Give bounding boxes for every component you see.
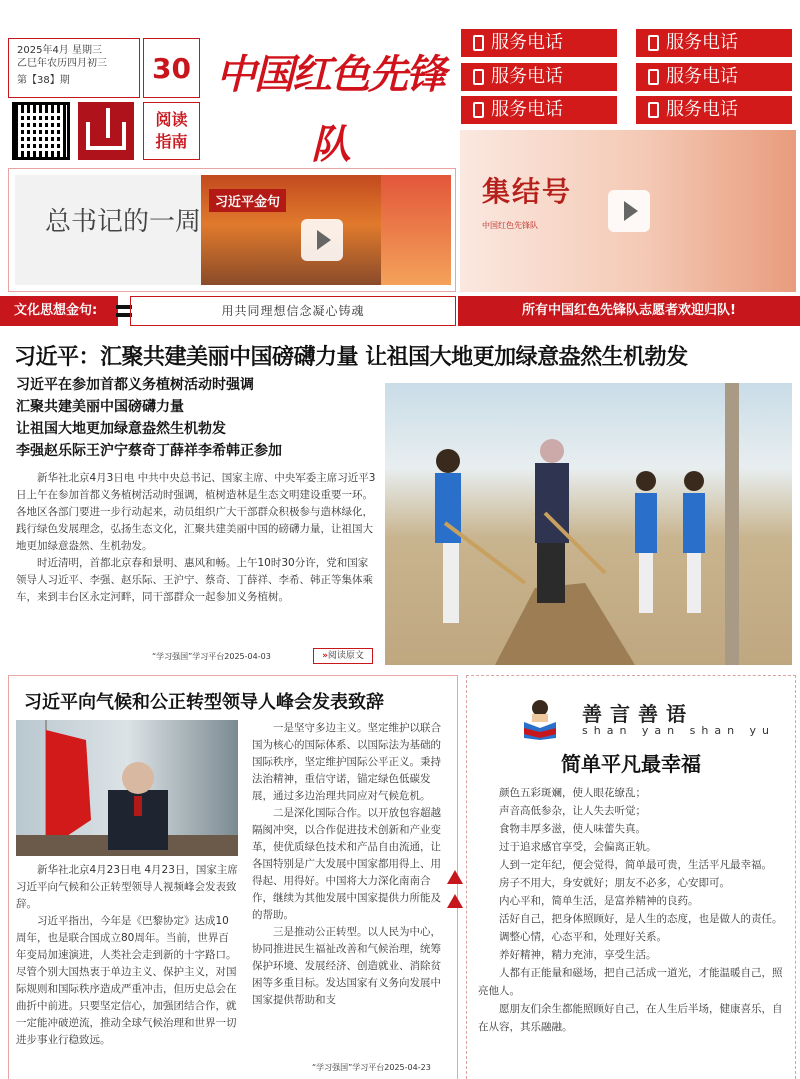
text-line: 声音高低参杂，让人失去听觉； (499, 805, 646, 817)
read-guide-label-1: 阅读 (155, 110, 188, 129)
text-line: 人都有正能量和磁场，把自己活成一道光，才能温暖自己，照亮他人。 (478, 967, 783, 997)
text-line: 过于追求感官享受，会偏离正轨。 (499, 841, 657, 853)
week-title: 总书记的一周 (45, 207, 202, 237)
service-label: 服务电话 (491, 66, 563, 87)
text-line: 养好精神，精力充沛，享受生活。 (499, 949, 657, 961)
article1-subheads (16, 374, 376, 462)
article2-headline[interactable]: 习近平向气候和公正转型领导人峰会发表致辞 (24, 692, 384, 713)
phone-icon (473, 102, 484, 118)
section-pinyin: shan yan shan yu (582, 724, 776, 737)
subhead: 让祖国大地更加绿意盎然生机勃发 (16, 421, 226, 437)
text-line: 内心平和，简单生活，是富养精神的良药。 (499, 895, 699, 907)
assembly-subtitle: 中国红色先锋队 (482, 221, 538, 230)
date-box (8, 38, 140, 98)
golden-quote-title: 习近平金句 (209, 189, 286, 212)
subhead: 李强赵乐际王沪宁蔡奇丁薛祥李希韩正参加 (16, 443, 282, 459)
assembly-video[interactable] (460, 130, 796, 292)
paragraph: 习近平指出，今年是《巴黎协定》达成10周年，也是联合国成立80周年。当前，世界百年变局加速演进，人类社会走到新的十字路口。尽管个别大国热衷于单边主义、保护主义，对国际规则和国际秩序造成严重冲击，但历史总会在曲折中前进。只要坚定信心，加强团结合作，就一定能冲破逆流，推动全球气候治理和世界一切进步事业行稳致远。 (16, 915, 237, 1046)
quote-text: 用共同理想信念凝心铸魂 (130, 296, 456, 326)
service-label: 服务电话 (491, 32, 563, 53)
subhead: 习近平在参加首都义务植树活动时强调 (16, 377, 254, 393)
quote-bar (0, 296, 800, 326)
summit-illustration (16, 720, 238, 856)
text-line: 活好自己，把身体照顾好，是人生的态度，也是做人的责任。 (499, 913, 783, 925)
date-line: 2025年4月 星期三 (17, 45, 102, 56)
service-phone-button[interactable] (461, 63, 617, 91)
article3-body (478, 784, 784, 1036)
welcome-banner: 所有中国红色先锋队志愿者欢迎归队! (458, 296, 800, 326)
phone-icon (473, 35, 484, 51)
service-label: 服务电话 (666, 32, 738, 53)
paragraph: 一是坚守多边主义。坚定维护以联合国为核心的国际体系、以国际法为基础的国际秩序，坚定维护国际公平正义。秉持法治精神，重信守诺，锚定绿色低碳发展，通过多边治理共同应对气候危机。 (252, 722, 441, 802)
service-phone-button[interactable] (461, 96, 617, 124)
read-guide-button[interactable] (143, 102, 200, 160)
text-line: 食物丰厚多滋，使人味蕾失真。 (499, 823, 646, 835)
assembly-title: 集结号 (482, 175, 573, 208)
scroll-up-icon[interactable] (447, 894, 463, 908)
article1-source: “学习强国”学习平台2025-04-03 (152, 652, 271, 661)
phone-icon (648, 69, 659, 85)
service-phone-button[interactable] (636, 63, 792, 91)
reader-icon (520, 698, 560, 740)
scroll-up-icon[interactable] (447, 870, 463, 884)
phone-icon (648, 35, 659, 51)
golden-quote-thumbnail[interactable] (201, 175, 381, 285)
tree-planting-photo (385, 383, 792, 665)
logo-text: 中国红色先锋队 (216, 51, 444, 168)
lunar-line: 乙巳年农历四月初三 (17, 58, 107, 69)
tree-planting-illustration (385, 383, 792, 665)
read-original-button[interactable] (313, 648, 373, 664)
summit-photo (16, 720, 238, 856)
play-icon[interactable] (301, 219, 343, 261)
article2-source: “学习强国”学习平台2025-04-23 (312, 1063, 431, 1072)
section-title: 善言善语 (582, 702, 694, 726)
article3-headline[interactable]: 简单平凡最幸福 (561, 752, 701, 776)
text-line: 人到一定年纪，便会觉得，简单最可贵，生活平凡最幸福。 (499, 859, 772, 871)
text-line: 愿朋友们余生都能照顾好自己，在人生后半场，健康喜乐，自在从容，其乐融融。 (478, 1003, 783, 1033)
paragraph: 新华社北京4月23日电 4月23日，国家主席习近平向气候和公正转型领导人视频峰会发表致辞。 (16, 864, 238, 910)
paragraph: 时近清明，首都北京春和景明、惠风和畅。上午10时30分许，党和国家领导人习近平、李强、赵乐际、王沪宁、蔡奇、丁薛祥、李希、韩正等集体乘车，来到丰台区永定河畔，同干部群众一起参加义务植树。 (16, 557, 373, 603)
subhead: 汇聚共建美丽中国磅礴力量 (16, 399, 184, 415)
phone-icon (648, 102, 659, 118)
text-line: 调整心情，心态平和，处理好关系。 (499, 931, 667, 943)
reader-illustration (520, 698, 560, 740)
book-icon[interactable] (78, 102, 134, 160)
play-icon[interactable] (608, 190, 650, 232)
issue-number: 第【38】期 (17, 75, 70, 86)
day-number: 30 (143, 38, 200, 98)
service-phone-button[interactable] (636, 96, 792, 124)
article1-headline[interactable]: 习近平：汇聚共建美丽中国磅礴力量 让祖国大地更加绿意盎然生机勃发 (14, 345, 688, 370)
paragraph: 三是推动公正转型。以人民为中心，协同推进民生福祉改善和气候治理，统筹保护环境、发展经济、创造就业、消除贫困等多重目标。发达国家有义务向发展中国家提供帮助和支 (252, 926, 441, 1006)
service-label: 服务电话 (491, 99, 563, 120)
service-label: 服务电话 (666, 99, 738, 120)
week-thumbnail[interactable] (15, 175, 201, 285)
text-line: 房子不用大，身安就好；朋友不必多，心安即可。 (499, 877, 730, 889)
service-phone-button[interactable] (636, 29, 792, 57)
paragraph: 新华社北京4月3日电 中共中央总书记、国家主席、中央军委主席习近平3日上午在参加首都义务植树活动时强调，植树造林是生态文明建设重要一环。各地区各部门要进一步行动起来，动员组织广大干部群众积极参与造林绿化，践行绿色发展理念，弘扬生态文化，汇聚共建美丽中国的磅礴力量，让祖国大地更加绿意盎然、生机勃发。 (16, 472, 376, 552)
double-chevron-icon: » (322, 651, 328, 661)
service-phone-button[interactable] (461, 29, 617, 57)
logo (210, 40, 450, 168)
paragraph: 二是深化国际合作。以开放包容超越隔阂冲突，以合作促进技术创新和产业变革，使优质绿色技术和产品自由流通，让各国特别是广大发展中国家都用得上、用得起、用得好。中国将大力深化南南合作，继续为其他发展中国家提供力所能及的帮助。 (252, 807, 441, 921)
service-label: 服务电话 (666, 66, 738, 87)
article2-left-body (16, 862, 238, 1049)
read-original-label: 阅读原文 (327, 651, 364, 661)
phone-icon (473, 69, 484, 85)
qr-code-icon (12, 102, 70, 160)
article1-body (16, 470, 376, 606)
quote-label: 文化思想金句: (0, 296, 118, 326)
text-line: 颜色五彩斑斓，使人眼花缭乱； (499, 787, 646, 799)
photo-thumbnail (381, 175, 451, 285)
read-guide-label-2: 指南 (155, 132, 188, 151)
article2-right-body (252, 720, 448, 1009)
video-thumbnails (8, 168, 456, 292)
